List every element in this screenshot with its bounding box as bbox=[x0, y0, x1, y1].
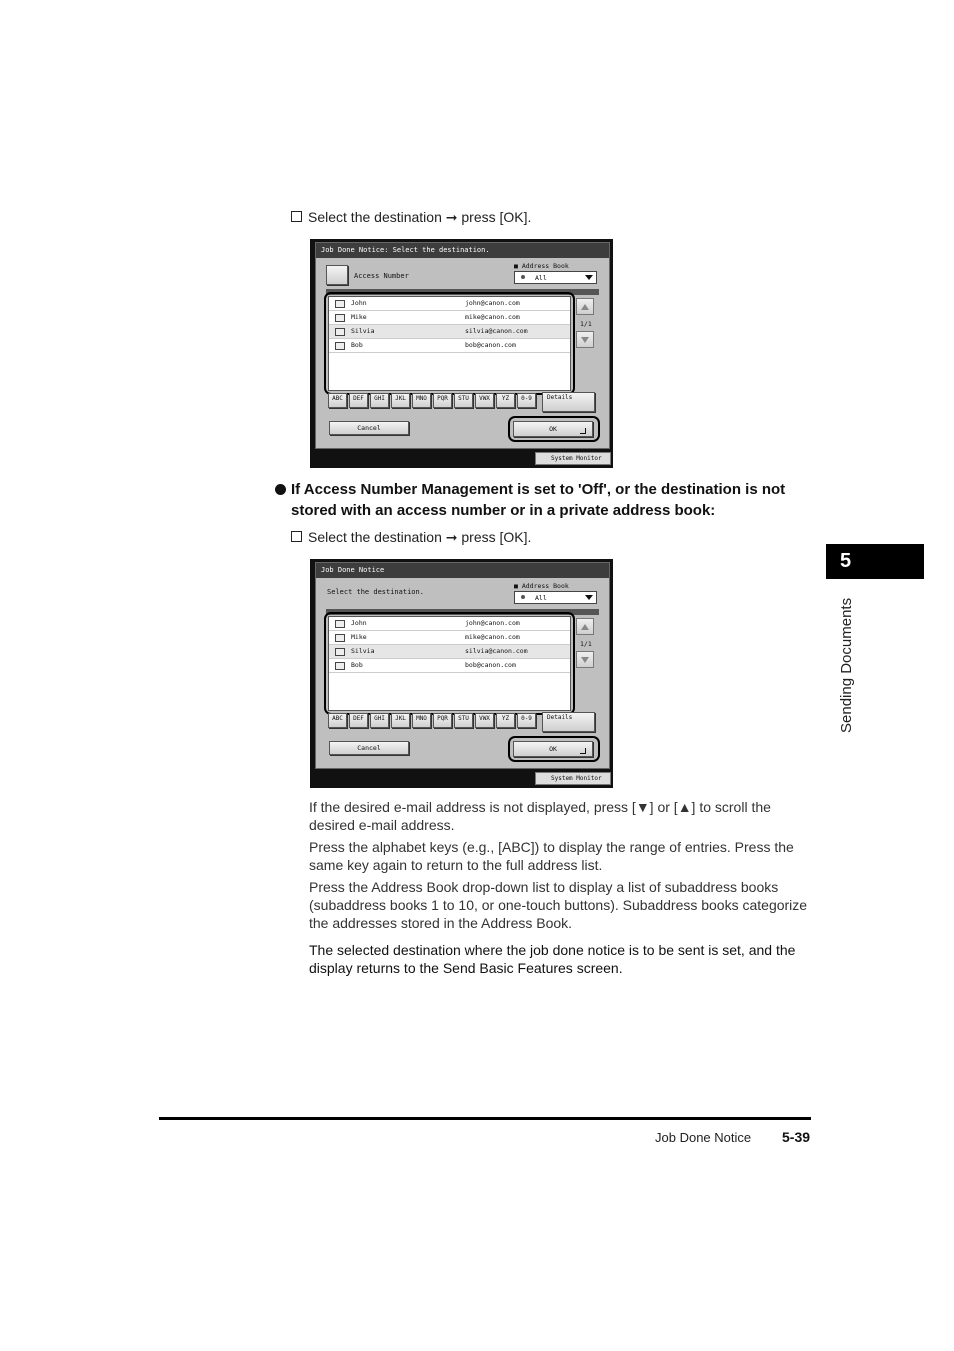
details-button[interactable]: Details bbox=[542, 392, 595, 412]
list-item[interactable]: Silvia silvia@canon.com bbox=[329, 325, 570, 339]
address-book-dropdown[interactable]: All bbox=[514, 591, 597, 604]
details-button[interactable]: Details bbox=[542, 712, 595, 732]
list-item[interactable]: Mike mike@canon.com bbox=[329, 311, 570, 325]
page-indicator: 1/1 bbox=[580, 320, 592, 328]
ok-highlight-frame bbox=[508, 416, 600, 442]
alpha-key-jkl[interactable]: JKL bbox=[391, 713, 410, 728]
radio-dot-icon bbox=[521, 595, 525, 599]
alpha-key-pqr[interactable]: PQR bbox=[433, 713, 452, 728]
bullet-icon bbox=[275, 484, 286, 495]
screen-select-destination-2 bbox=[310, 559, 613, 788]
screen-panel bbox=[315, 242, 610, 449]
scroll-up-button[interactable] bbox=[576, 298, 594, 315]
list-item[interactable]: Bob bob@canon.com bbox=[329, 659, 570, 673]
radio-dot-icon bbox=[521, 275, 525, 279]
address-book-label: ■ Address Book bbox=[514, 582, 569, 590]
page-indicator: 1/1 bbox=[580, 640, 592, 648]
arrow-down-icon bbox=[581, 657, 589, 663]
arrow-down-icon bbox=[581, 337, 589, 343]
access-number-button[interactable] bbox=[326, 265, 348, 285]
cancel-button[interactable]: Cancel bbox=[329, 421, 409, 435]
alpha-key-0-9[interactable]: 0-9 bbox=[517, 713, 536, 728]
alpha-key-jkl[interactable]: JKL bbox=[391, 393, 410, 408]
address-book-label: ■ Address Book bbox=[514, 262, 569, 270]
arrow-up-icon bbox=[581, 624, 589, 630]
list-item[interactable]: John john@canon.com bbox=[329, 617, 570, 631]
screen-title: Job Done Notice: Select the destination. bbox=[316, 243, 609, 258]
alpha-key-vwx[interactable]: VWX bbox=[475, 713, 494, 728]
alpha-key-abc[interactable]: ABC bbox=[328, 713, 347, 728]
checkbox-icon bbox=[291, 211, 302, 222]
scroll-down-button[interactable] bbox=[576, 331, 594, 348]
alpha-key-yz[interactable]: YZ bbox=[496, 393, 515, 408]
access-number-label: Access Number bbox=[354, 272, 409, 280]
note-alphabet-keys: Press the alphabet keys (e.g., [ABC]) to display the range of entries. Press the same key again to return to the full address list. bbox=[309, 839, 794, 873]
chapter-tab: 5 bbox=[826, 544, 924, 579]
ok-highlight-frame bbox=[508, 736, 600, 762]
alpha-key-abc[interactable]: ABC bbox=[328, 393, 347, 408]
section-heading: If Access Number Management is set to 'Off', or the destination is not stored with an access number or in a private address book: bbox=[291, 479, 811, 521]
alpha-key-def[interactable]: DEF bbox=[349, 713, 368, 728]
system-monitor-button[interactable]: System Monitor bbox=[535, 772, 611, 785]
page-number: 5-39 bbox=[782, 1129, 811, 1145]
alpha-key-stu[interactable]: STU bbox=[454, 393, 473, 408]
screen-title: Job Done Notice bbox=[316, 563, 609, 578]
scroll-up-button[interactable] bbox=[576, 618, 594, 635]
checkbox-icon bbox=[291, 531, 302, 542]
screen-select-destination-1 bbox=[310, 239, 613, 468]
screen-panel bbox=[315, 562, 610, 769]
note-scroll: If the desired e-mail address is not displayed, press [▼] or [▲] to scroll the desired e-mail address. bbox=[309, 799, 771, 833]
list-item[interactable]: Mike mike@canon.com bbox=[329, 631, 570, 645]
chevron-down-icon bbox=[585, 275, 593, 280]
system-monitor-button[interactable]: System Monitor bbox=[535, 452, 611, 465]
alpha-key-vwx[interactable]: VWX bbox=[475, 393, 494, 408]
note-address-book: Press the Address Book drop-down list to display a list of subaddress books (subaddress books 1 to 10, or one-touch buttons). Subaddress books categorize the addresses stored in the Address Book. bbox=[309, 879, 808, 931]
alpha-key-yz[interactable]: YZ bbox=[496, 713, 515, 728]
step-instruction-2: Select the destination ➞ press [OK]. bbox=[291, 529, 531, 546]
alpha-key-mno[interactable]: MNO bbox=[412, 713, 431, 728]
step-instruction-1: Select the destination ➞ press [OK]. bbox=[291, 209, 531, 226]
chevron-down-icon bbox=[585, 595, 593, 600]
ok-button[interactable]: OK bbox=[513, 421, 593, 437]
result-text: The selected destination where the job done notice is to be sent is set, and the display returns to the Send Basic Features screen. bbox=[309, 942, 796, 976]
cancel-button[interactable]: Cancel bbox=[329, 741, 409, 755]
list-highlight-frame bbox=[324, 292, 575, 395]
arrow-up-icon bbox=[581, 304, 589, 310]
footer-rule bbox=[159, 1117, 811, 1120]
alpha-key-0-9[interactable]: 0-9 bbox=[517, 393, 536, 408]
alpha-key-def[interactable]: DEF bbox=[349, 393, 368, 408]
alpha-key-ghi[interactable]: GHI bbox=[370, 393, 389, 408]
list-item[interactable]: Silvia silvia@canon.com bbox=[329, 645, 570, 659]
screen-subtitle: Select the destination. bbox=[327, 588, 424, 596]
list-item[interactable]: John john@canon.com bbox=[329, 297, 570, 311]
list-highlight-frame bbox=[324, 612, 575, 715]
list-item[interactable]: Bob bob@canon.com bbox=[329, 339, 570, 353]
scroll-down-button[interactable] bbox=[576, 651, 594, 668]
alpha-key-pqr[interactable]: PQR bbox=[433, 393, 452, 408]
address-book-dropdown[interactable]: All bbox=[514, 271, 597, 284]
footer-title: Job Done Notice bbox=[655, 1130, 752, 1145]
chapter-title: Sending Documents bbox=[838, 597, 855, 733]
alpha-key-stu[interactable]: STU bbox=[454, 713, 473, 728]
alpha-key-ghi[interactable]: GHI bbox=[370, 713, 389, 728]
ok-button[interactable]: OK bbox=[513, 741, 593, 757]
alpha-key-mno[interactable]: MNO bbox=[412, 393, 431, 408]
